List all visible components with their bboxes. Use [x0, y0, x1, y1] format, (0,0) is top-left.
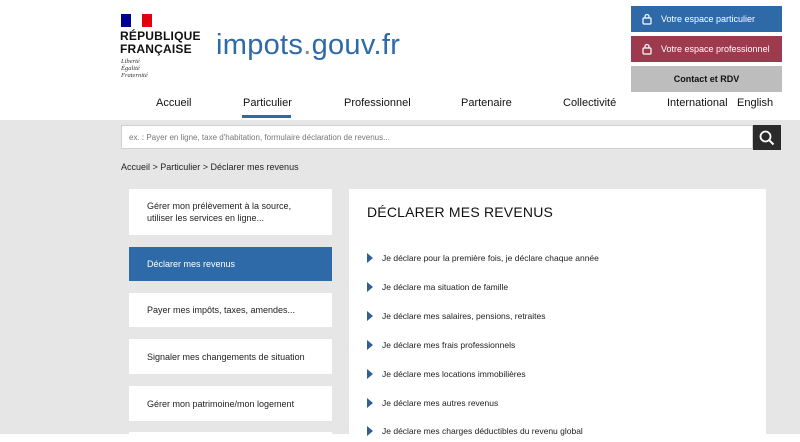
devise-label: Liberté Égalité Fraternité [121, 58, 148, 79]
link-label: Je déclare mes autres revenus [382, 398, 499, 408]
breadcrumb: Accueil > Particulier > Déclarer mes revenus [121, 162, 299, 172]
arrow-right-icon [367, 340, 373, 350]
main-nav [0, 95, 800, 119]
link-locations[interactable] [367, 369, 526, 379]
sidebar-item-declarer-revenus[interactable]: Déclarer mes revenus [129, 247, 332, 281]
sidebar-item-prelevement[interactable]: Gérer mon prélèvement à la source, utiliser les services en ligne... [129, 189, 332, 235]
search-icon [759, 130, 775, 146]
link-charges-deductibles[interactable] [367, 426, 583, 436]
nav-accueil[interactable]: Accueil [156, 97, 192, 109]
link-label: Je déclare mes charges déductibles du revenu global [382, 426, 583, 436]
lock-icon [641, 13, 653, 25]
site-header [0, 0, 800, 120]
nav-active-indicator [242, 115, 291, 118]
contact-rdv-button[interactable]: Contact et RDV [631, 66, 782, 92]
nav-professionnel[interactable]: Professionnel [344, 97, 411, 109]
nav-partenaire[interactable]: Partenaire [461, 97, 512, 109]
nav-particulier[interactable]: Particulier [243, 97, 292, 109]
link-label: Je déclare mes frais professionnels [382, 340, 516, 350]
sidebar-item-payer[interactable]: Payer mes impôts, taxes, amendes... [129, 293, 332, 327]
arrow-right-icon [367, 369, 373, 379]
nav-collectivite[interactable]: Collectivité [563, 97, 617, 109]
espace-professionnel-button[interactable] [631, 36, 782, 62]
link-label: Je déclare pour la première fois, je déclare chaque année [382, 253, 599, 263]
french-flag-logo [121, 14, 152, 27]
impots-gouv-logo[interactable]: impots.gouv.fr [216, 29, 401, 61]
sidebar-item-patrimoine[interactable]: Gérer mon patrimoine/mon logement [129, 386, 332, 421]
sidebar-item-signaler[interactable]: Signaler mes changements de situation [129, 339, 332, 374]
arrow-right-icon [367, 282, 373, 292]
lock-icon [641, 43, 653, 55]
arrow-right-icon [367, 398, 373, 408]
link-autres-revenus[interactable] [367, 398, 498, 408]
link-label: Je déclare mes locations immobilières [382, 369, 526, 379]
espace-professionnel-label: Votre espace professionnel [661, 44, 770, 54]
declarer-revenus-panel [349, 189, 766, 434]
nav-english[interactable]: English [737, 97, 774, 109]
search-input[interactable]: ex. : Payer en ligne, taxe d'habitation, formulaire déclaration de revenus... [121, 125, 753, 149]
link-frais-pro[interactable] [367, 340, 515, 350]
nav-international[interactable]: International [667, 97, 728, 109]
link-situation-famille[interactable] [367, 282, 508, 292]
espace-particulier-button[interactable] [631, 6, 782, 32]
arrow-right-icon [367, 253, 373, 263]
search-button[interactable] [753, 125, 781, 150]
panel-title: DÉCLARER MES REVENUS [367, 204, 554, 220]
espace-particulier-label: Votre espace particulier [661, 14, 756, 24]
arrow-right-icon [367, 311, 373, 321]
republique-francaise-label: RÉPUBLIQUE FRANÇAISE [120, 29, 201, 56]
link-premiere-fois[interactable] [367, 253, 599, 263]
link-label: Je déclare ma situation de famille [382, 282, 509, 292]
link-label: Je déclare mes salaires, pensions, retraites [382, 311, 546, 321]
link-salaires[interactable] [367, 311, 545, 321]
arrow-right-icon [367, 426, 373, 436]
